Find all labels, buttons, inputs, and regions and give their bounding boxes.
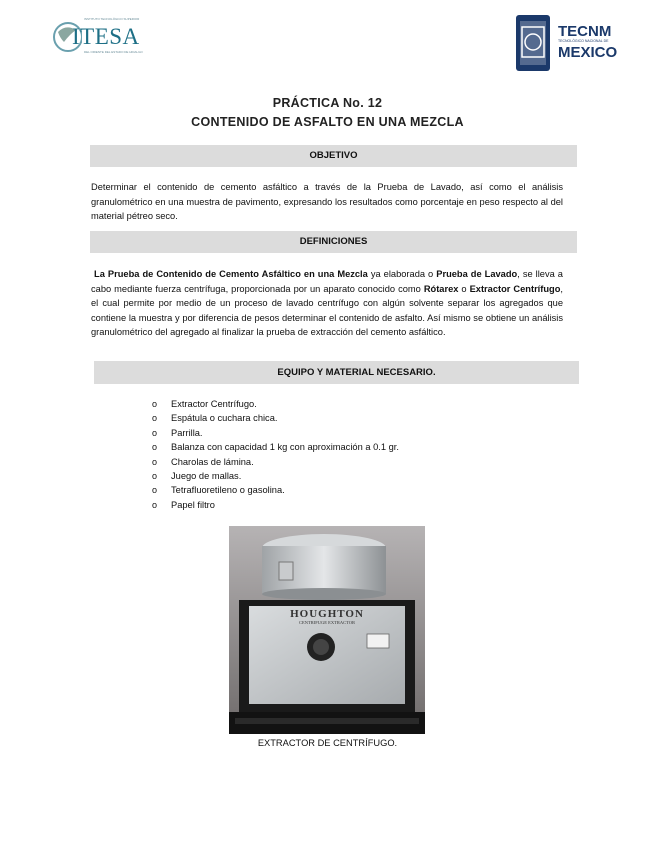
bullet-icon: o — [152, 413, 158, 424]
def-bold-rotarex: Rótarex — [423, 283, 459, 294]
equipo-heading: EQUIPO Y MATERIAL NECESARIO. — [94, 361, 579, 384]
tecnm-name: TECNM — [558, 23, 612, 40]
extractor-illustration — [229, 526, 425, 734]
bullet-icon: o — [152, 471, 158, 482]
list-item: o Parrilla. — [152, 426, 399, 440]
equipment-list — [152, 397, 399, 512]
definiciones-text: La Prueba de Contenido de Cemento Asfáltico en una Mezcla ya elaborada o Prueba de Lavado, se lleva a cabo mediante fuerza centrífuga, proporcionada por un aparato conocido como Rótarex o Extractor Centrífugo, el cual permite por medio de un proceso de lavado centrífugo con algún solvente separar los agregados que contiene la muestra y por diferencia de pesos determinar el contenido de asfalto. Así mismo se obtiene un análisis granulométrico del agregado al finalizar la prueba de extracción del cemento asfáltico. — [91, 269, 563, 337]
tecnm-gear-icon — [514, 11, 554, 73]
photo-caption: EXTRACTOR DE CENTRÍFUGO. — [257, 738, 398, 748]
objetivo-heading: OBJETIVO — [90, 145, 577, 167]
bullet-icon: o — [152, 499, 158, 510]
list-item: o Balanza con capacidad 1 kg con aproximación a 0.1 gr. — [152, 440, 399, 454]
photo-brand-sub: CENTRIFUGE EXTRACTOR — [298, 620, 356, 625]
list-item: o Espátula o cuchara chica. — [152, 411, 399, 425]
definiciones-heading: DEFINICIONES — [90, 231, 577, 253]
def-bold-extractor: Extractor Centrífugo — [469, 283, 561, 294]
itesa-line2: DEL ORIENTE DEL ESTADO DE HIDALGO — [84, 50, 143, 54]
list-item: o Papel filtro — [152, 498, 399, 512]
extractor-photo — [229, 526, 425, 734]
bullet-icon: o — [152, 442, 158, 453]
tecnm-logo — [514, 11, 622, 73]
list-item: o Extractor Centrífugo. — [152, 397, 399, 411]
tecnm-sub: TECNOLÓGICO NACIONAL DE — [558, 39, 609, 43]
def-bold-term: La Prueba de Contenido de Cemento Asfáltico en una Mezcla — [94, 269, 368, 279]
practice-number: PRÁCTICA No. 12 — [272, 96, 383, 110]
practice-title: CONTENIDO DE ASFALTO EN UNA MEZCLA — [191, 115, 464, 129]
bullet-icon: o — [152, 456, 158, 467]
list-item: o Tetrafluoretileno o gasolina. — [152, 483, 399, 497]
bullet-icon: o — [152, 399, 158, 409]
def-bold-lavado: Prueba de Lavado — [436, 269, 518, 279]
objetivo-text: Determinar el contenido de cemento asfáltico a través de la Prueba de Lavado, así como el análisis granulométrico en una muestra de pavimento, expresando los resultados como porcentaje en peso respecto al del material pétreo seco. — [91, 182, 563, 221]
photo-brand: HOUGHTON — [290, 608, 364, 620]
itesa-name: ITESA — [72, 24, 140, 49]
list-item: o Charolas de lámina. — [152, 455, 399, 469]
bullet-icon: o — [152, 485, 158, 496]
tecnm-country: MEXICO — [558, 44, 618, 61]
itesa-line1: INSTITUTO TECNOLÓGICO SUPERIOR — [84, 17, 140, 21]
list-item: o Juego de mallas. — [152, 469, 399, 483]
bullet-icon: o — [152, 427, 158, 438]
itesa-logo — [52, 14, 154, 58]
